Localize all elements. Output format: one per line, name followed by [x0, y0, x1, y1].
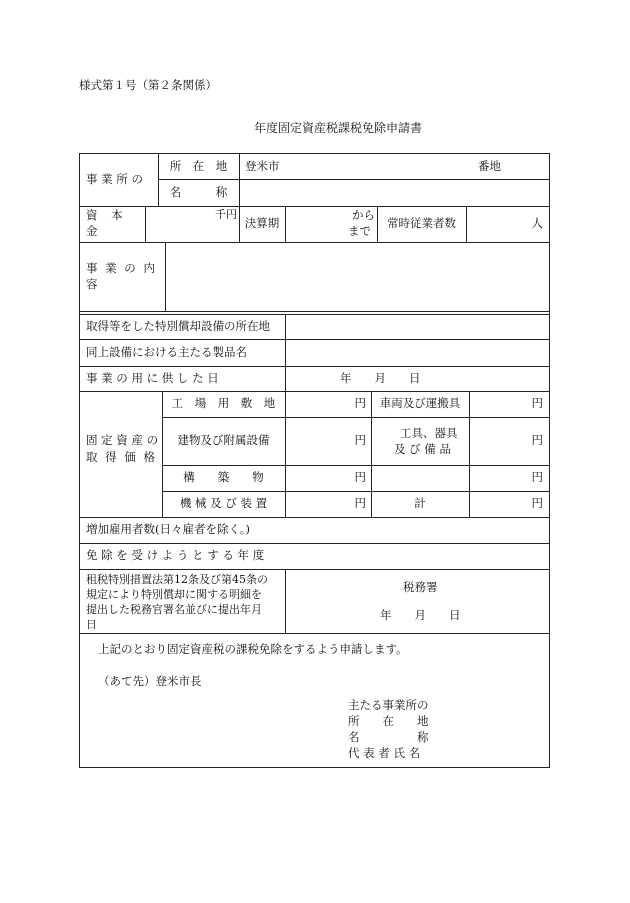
tax-law-line4: 日	[86, 618, 97, 631]
asset-land-yen: 円	[354, 396, 366, 411]
fiscal-label: 決算期	[244, 216, 280, 231]
banchi-text: 番地	[478, 158, 501, 173]
tax-law-line3: 提出した税務官署名並びに提出年月	[86, 603, 262, 616]
capital-unit: 千円	[215, 208, 237, 221]
address-label: 所 在 地	[169, 158, 228, 173]
asset-tools-label-2: 及 び 備 品	[394, 442, 451, 456]
applicant-representative-label: 代 表 者 氏 名	[348, 746, 421, 760]
assets-label-1: 固 定 資 産 の	[86, 433, 159, 448]
asset-total-yen: 円	[531, 496, 543, 511]
business-content-label: 事 業 の 内 容	[86, 260, 157, 291]
fiscal-from: から	[352, 208, 375, 222]
assets-label-2: 取 得 価 格	[86, 450, 157, 465]
asset-building-yen: 円	[354, 433, 366, 448]
facility-location-label: 取得等をした特別償却設備の所在地	[86, 318, 270, 333]
asset-machine-yen: 円	[354, 496, 366, 511]
capital-label: 資 本 金	[86, 208, 128, 238]
tax-law-line1: 租税特別措置法第12条及び第45条の	[86, 573, 268, 586]
business-content-field[interactable]	[166, 243, 550, 311]
statement-text: 上記のとおり固定資産税の課税免除をするよう申請します。	[98, 642, 408, 656]
business-label: 事 業 所 の	[86, 172, 143, 187]
asset-vehicle-yen: 円	[531, 396, 543, 411]
business-name-field[interactable]	[240, 180, 550, 206]
city-text: 登米市	[245, 158, 280, 173]
asset-total-label: 計	[414, 496, 426, 511]
product-field[interactable]	[286, 340, 550, 366]
product-label: 同上設備における主たる製品名	[86, 344, 247, 359]
asset-blank-yen: 円	[531, 470, 543, 485]
employees-unit: 人	[531, 216, 543, 231]
applicant-line1: 主たる事業所の	[348, 698, 429, 712]
hire-label: 増加雇用者数(日々雇者を除く。)	[86, 522, 250, 537]
employees-label: 常時従業者数	[387, 216, 456, 231]
exempt-year-label: 免 除 を 受 け よ う と す る 年 度	[86, 548, 265, 563]
asset-machine-label: 機 械 及 び 装 置	[179, 496, 268, 511]
start-date: 年 月 日	[340, 370, 421, 385]
capital-field[interactable]	[146, 220, 239, 242]
facility-location-field[interactable]	[286, 315, 550, 339]
application-form	[79, 153, 550, 768]
asset-blank-label	[371, 465, 469, 491]
exempt-year-field[interactable]	[286, 544, 550, 569]
applicant-address-label: 所 在 地	[348, 714, 429, 728]
start-date-label: 事 業 の 用 に 供 し た 日	[86, 370, 219, 385]
asset-structure-label: 構 築 物	[183, 470, 264, 485]
asset-structure-yen: 円	[354, 470, 366, 485]
applicant-name-label: 名 称	[348, 730, 429, 744]
form-title: 年度固定資産税課税免除申請書	[254, 121, 423, 135]
tax-office-label: 税務署	[403, 580, 438, 594]
asset-vehicle-label: 車両及び運搬具	[379, 396, 461, 411]
tax-law-date: 年 月 日	[380, 608, 461, 622]
asset-tools-label-1: 工具、器具	[400, 426, 458, 440]
asset-land-label: 工 場 用 敷 地	[171, 396, 276, 411]
addressee-text: （あて先）登米市長	[98, 674, 202, 688]
hire-field[interactable]	[286, 518, 550, 543]
asset-tools-yen: 円	[531, 433, 543, 448]
fiscal-to: まで	[348, 224, 371, 238]
tax-law-line2: 規定により特別償却に関する明細を	[86, 588, 262, 601]
name-label: 名 称	[169, 184, 228, 199]
asset-building-label: 建物及び附属設備	[177, 433, 270, 448]
form-number: 様式第１号（第２条関係）	[79, 78, 217, 92]
